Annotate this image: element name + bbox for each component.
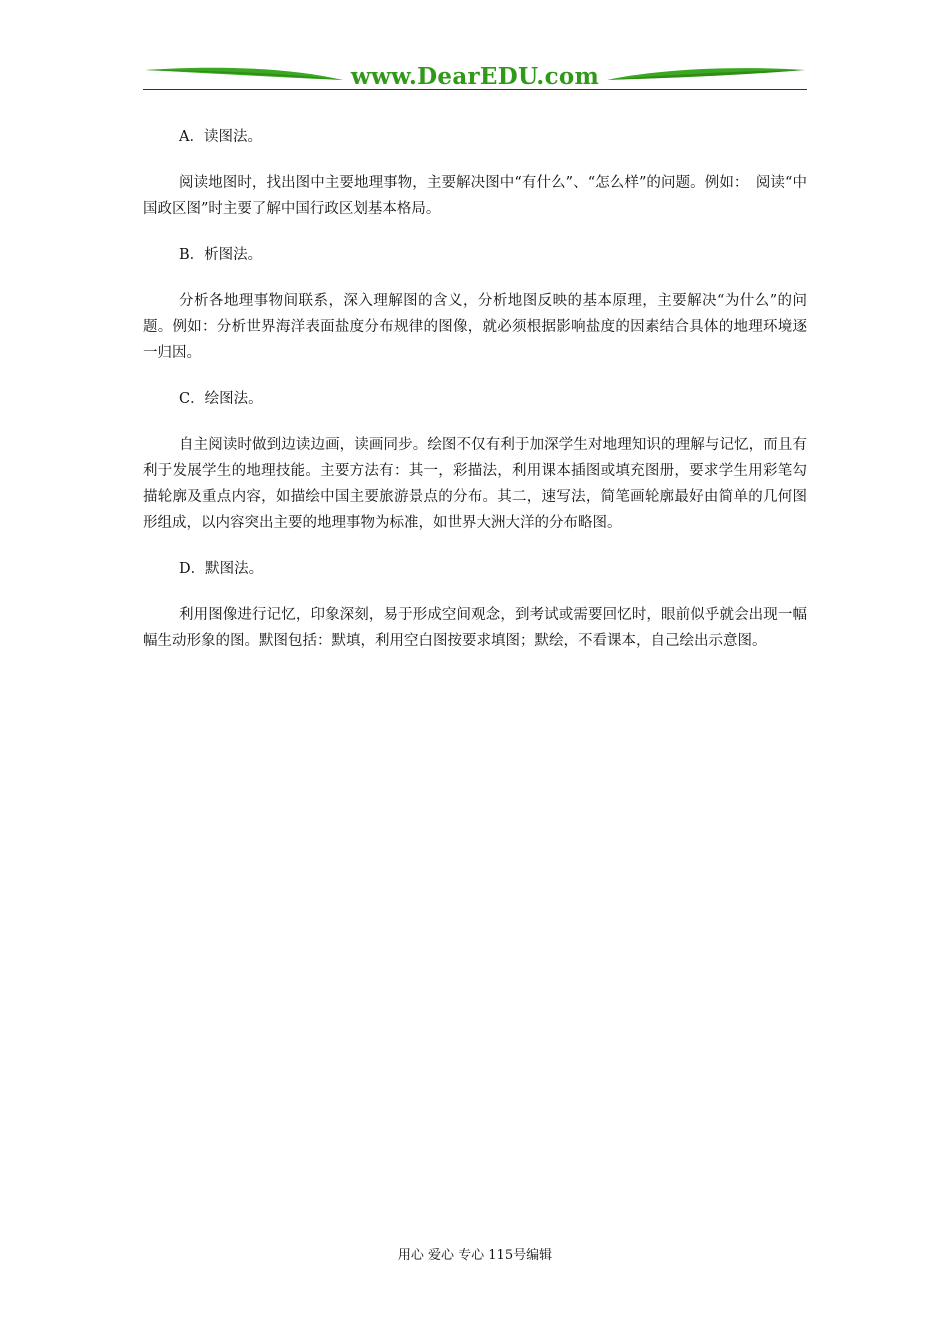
section-paragraph-d: 利用图像进行记忆，印象深刻，易于形成空间观念，到考试或需要回忆时，眼前似乎就会出现一幅幅生动形象的图。默图包括：默填，利用空白图按要求填图；默绘，不看课本，自己绘出示意图。 [143,607,807,649]
section-heading-b: B．析图法。 [179,247,263,263]
header-divider [143,89,807,90]
site-header [143,60,807,92]
document-body [143,124,807,674]
section-paragraph-b: 分析各地理事物间联系，深入理解图的含义，分析地图反映的基本原理，主要解决“为什么”的问题。例如：分析世界海洋表面盐度分布规律的图像，就必须根据影响盐度的因素结合具体的地理环境逐一归因。 [143,293,807,361]
site-logo: www.DearEDU.com [350,63,600,90]
section-paragraph-c: 自主阅读时做到边读边画，读画同步。绘图不仅有利于加深学生对地理知识的理解与记忆，而且有利于发展学生的地理技能。主要方法有：其一，彩描法，利用课本插图或填充图册，要求学生用彩笔勾描轮廓及重点内容，如描绘中国主要旅游景点的分布。其二，速写法，简笔画轮廓最好由简单的几何图形组成，以内容突出主要的地理事物为标准，如世界大洲大洋的分布略图。 [143,437,807,531]
section-heading-d: D．默图法。 [179,561,264,577]
page-footer: 用心 爱心 专心 115号编辑 [397,1248,553,1263]
section-heading-c: C．绘图法。 [179,391,263,407]
section-heading-a: A．读图法。 [179,129,262,145]
section-paragraph-a: 阅读地图时，找出图中主要地理事物，主要解决图中“有什么”、“怎么样”的问题。例如： 阅读“中国政区图”时主要了解中国行政区划基本格局。 [143,175,807,217]
